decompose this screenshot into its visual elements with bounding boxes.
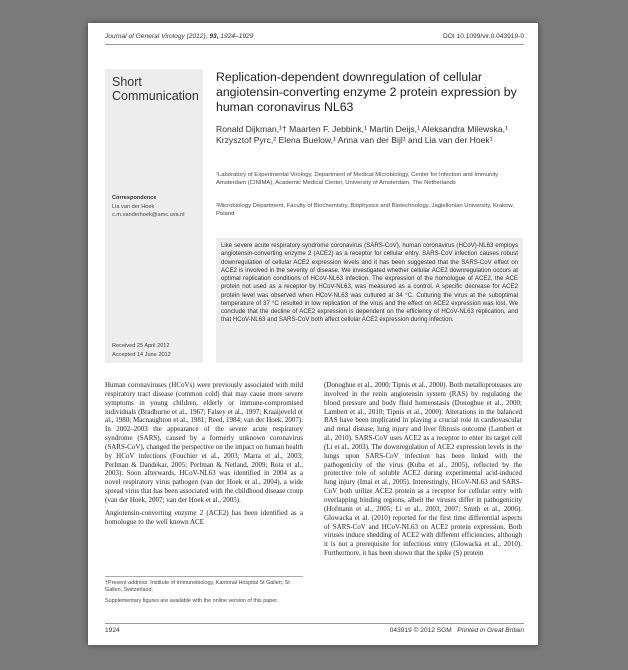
author-list: Ronald Dijkman,¹† Maarten F. Jebbink,¹ Martin Deijs,¹ Aleksandra Milewska,¹ Krzysztof Pyrc,² Elena Buelow,¹ Anna van der Bijl¹ and Lia van der Hoek¹ xyxy=(216,124,508,146)
page-number: 1924 xyxy=(105,627,120,634)
correspondence-heading: Correspondence xyxy=(112,195,157,201)
footer-rule xyxy=(105,623,524,624)
doi: DOI 10.1099/vir.0.043919-0 xyxy=(442,33,524,40)
footnote-rule xyxy=(105,576,303,577)
abstract-box xyxy=(216,238,523,363)
page-footer-right: 043919 © 2012 SGM Printed in Great Britain xyxy=(389,627,524,634)
left-sidebar xyxy=(105,69,203,363)
affiliation-1: ¹Laboratory of Experimental Virology, Department of Medical Microbiology, Center for Infection and Immunity Amsterdam (CINIMA), Academic Medical Center, University of Amsterdam, The Netherlands xyxy=(216,172,499,186)
body-paragraph: Human coronaviruses (HCoVs) were previously associated with mild respiratory tract disease (common cold) that may cause more severe symptoms in young children, elderly or immune-compromised individuals (Bradburne et al., 1967; Falsey et al., 1997; Kraaijeveld et al., 1980; Macnaughton et al., 1981; Reed, 1984; van der Hoek, 2007). In 2002–2003 the appearance of the severe acute respiratory syndrome (SARS), caused by a formerly unknown coronavirus (SARS-CoV), changed the perspective on the impact on human health by HCoV infections (Fouchier et al., 2003; Marra et al., 2003; Perlman & Dandekar, 2005; Perlman & Netland, 2009; Rota et al., 2003). Soon afterwards, HCoV-NL63 was identified in 2004 as a novel respiratory virus pathogen (van der Hoek et al., 2004), a wide spread virus that has been associated with the childhood disease croup (van der Hoek, 2007; van der Hoek et al., 2005). xyxy=(105,381,303,504)
header-rule xyxy=(105,44,524,45)
paper-page xyxy=(88,23,538,645)
journal-header: Journal of General Virology (2012), 93, 1924–1929 xyxy=(105,33,254,40)
correspondence-name: Lia van der Hoek xyxy=(112,204,155,210)
body-column-right xyxy=(324,381,522,562)
affiliation-2: ²Microbiology Department, Faculty of Biochemistry, Biophysics and Biotechnology, Jagiellonian University, Krakow, Poland xyxy=(216,203,514,217)
received-date: Received 25 April 2012 xyxy=(112,343,170,349)
body-paragraph: Angiotensin-converting enzyme 2 (ACE2) has been identified as a homologue to the well known ACE xyxy=(105,508,303,526)
abstract-text: Like severe acute respiratory syndrome coronavirus (SARS-CoV), human coronavirus (HCoV)-NL63 employs angiotensin-converting enzyme 2 (ACE2) as a receptor for cellular entry. SARS-CoV infection causes robust downregulation of cellular ACE2 expression levels and it has been suggested that the SARS-CoV effect on ACE2 is involved in the severity of disease. We investigated whether cellular ACE2 downregulation occurs at optimal replication conditions of HCoV-NL63 infection. The expression of the homologue of ACE2, the ACE protein not used as a receptor by HCoV-NL63, was measured as a control. A specific decrease for ACE2 protein level was observed when HCoV-NL63 was cultured at 34 °C. Culturing the virus at the suboptimal temperature of 37 °C resulted in low replication of the virus and the effect on ACE2 expression was lost. We conclude that the decline of ACE2 expression is dependent on the efficiency of HCoV-NL63 replication, and that HCoV-NL63 and SARS-CoV both affect cellular ACE2 expression during infection. xyxy=(221,242,518,324)
body-paragraph: (Donoghue et al., 2000; Tipnis et al., 2000). Both metalloproteases are involved in the renin angiotensin system (RAS) by regulating the blood pressure and body fluid homeostasis (Donoghue et al., 2000; Lambert et al., 2010; Tipnis et al., 2000). Alterations in the balanced RAS have been implicated in playing a crucial role in cardiovascular and renal disease, lung injury and liver fibrosis outcome (Lambert et al., 2010). SARS-CoV uses ACE2 as a receptor to enter its target cell (Li et al., 2003). The downregulation of ACE2 expression levels in the lungs upon SARS-CoV infection has been linked with the pathogenicity of the virus (Kuba et al., 2005), reflected by the protective role of soluble ACE2 during experimental acid-induced lung injury (Imai et al., 2005). Interestingly, HCoV-NL63 and SARS-CoV both utilize ACE2 protein as a receptor for cellular entry with overlapping binding regions, albeit the viruses differ in pathogenicity (Hofmann et al., 2005; Li et al., 2003, 2007; Smith et al., 2006). Glowacka et al. (2010) reported for the first time differential aspects of SARS-CoV and HCoV-NL63 on ACE2 protein expression. Both viruses induce shedding of ACE2 with different efficiencies, although it is not a prerequisite for infectious entry (Glowacka et al., 2010). Furthermore, it has been shown that the spike (S) protein xyxy=(324,381,522,558)
section-label: Short Communication xyxy=(112,75,199,103)
article-title: Replication-dependent downregulation of cellular angiotensin-converting enzyme 2 protein expression by human coronavirus NL63 xyxy=(216,70,517,114)
accepted-date: Accepted 14 June 2012 xyxy=(112,352,171,358)
present-address-footnote: †Present address: Institute of Immunobiology, Kantonal Hospital St Gallen, St Gallen, Switzerland. xyxy=(105,580,290,593)
body-column-left xyxy=(105,381,303,531)
supplementary-note: Supplementary figures are available with the online version of this paper. xyxy=(105,598,279,604)
correspondence-email: c.m.vanderhoek@amc.uva.nl xyxy=(112,212,185,218)
